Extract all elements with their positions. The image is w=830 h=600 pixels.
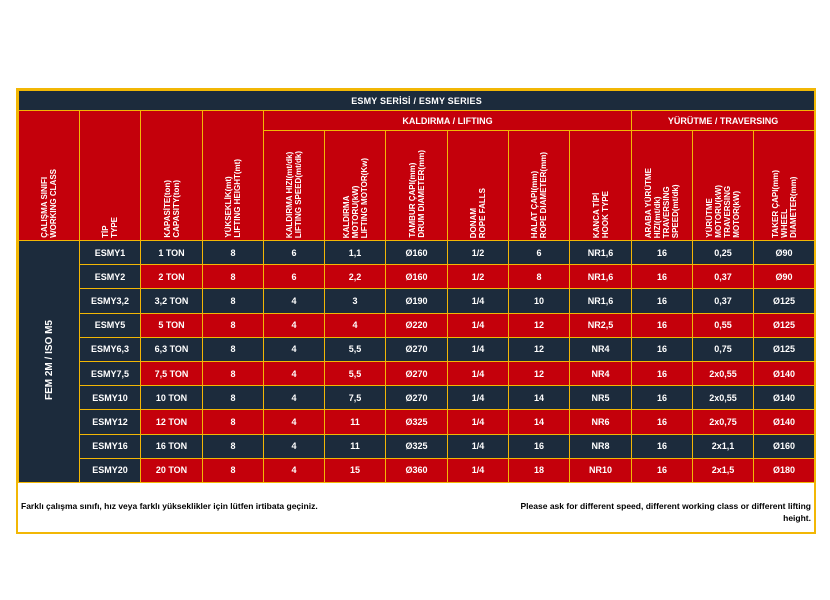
cell-speed: 4 [264, 337, 325, 361]
cell-wheel: Ø125 [754, 313, 815, 337]
cell-speed: 4 [264, 313, 325, 337]
cell-tspeed: 16 [632, 386, 693, 410]
cell-tmotor: 2x0,55 [693, 361, 754, 385]
cell-drum: Ø270 [386, 361, 448, 385]
note-english: Please ask for different speed, different working class or different lifting height. [520, 501, 811, 523]
cell-rope: 12 [509, 313, 570, 337]
cell-tmotor: 2x0,75 [693, 410, 754, 434]
cell-speed: 4 [264, 386, 325, 410]
cell-wheel: Ø180 [754, 458, 815, 482]
cell-tmotor: 2x1,1 [693, 434, 754, 458]
table-row [19, 458, 815, 482]
header-rope-diameter: HALAT ÇAPI(mm) ROPE DIAMETER(mm) [509, 131, 570, 241]
cell-motor: 4 [325, 313, 386, 337]
group-lifting: KALDIRMA / LIFTING [264, 111, 632, 131]
cell-drum: Ø160 [386, 241, 448, 265]
cell-hook: NR10 [570, 458, 632, 482]
cell-falls: 1/4 [448, 458, 509, 482]
cell-wheel: Ø140 [754, 386, 815, 410]
cell-capacity: 20 TON [141, 458, 203, 482]
cell-rope: 12 [509, 337, 570, 361]
cell-tmotor: 0,55 [693, 313, 754, 337]
cell-speed: 4 [264, 410, 325, 434]
cell-falls: 1/4 [448, 410, 509, 434]
cell-tspeed: 16 [632, 337, 693, 361]
cell-capacity: 2 TON [141, 265, 203, 289]
cell-motor: 7,5 [325, 386, 386, 410]
cell-motor: 11 [325, 434, 386, 458]
cell-motor: 2,2 [325, 265, 386, 289]
cell-type: ESMY5 [80, 313, 141, 337]
cell-tspeed: 16 [632, 265, 693, 289]
cell-falls: 1/4 [448, 361, 509, 385]
cell-motor: 3 [325, 289, 386, 313]
header-working-class: ÇALIŞMA SINIFI WORKING CLASS [19, 111, 80, 241]
cell-type: ESMY20 [80, 458, 141, 482]
group-traversing: YÜRÜTME / TRAVERSING [632, 111, 815, 131]
cell-rope: 16 [509, 434, 570, 458]
cell-falls: 1/2 [448, 265, 509, 289]
note-turkish: Farklı çalışma sınıfı, hız veya farklı yükseklikler için lütfen irtibata geçiniz. [21, 501, 318, 511]
cell-tmotor: 0,37 [693, 265, 754, 289]
cell-type: ESMY2 [80, 265, 141, 289]
cell-height: 8 [203, 289, 264, 313]
cell-speed: 4 [264, 434, 325, 458]
spec-table-frame [16, 88, 816, 534]
cell-speed: 4 [264, 458, 325, 482]
cell-type: ESMY7,5 [80, 361, 141, 385]
table-row [19, 361, 815, 385]
cell-hook: NR4 [570, 337, 632, 361]
cell-drum: Ø325 [386, 410, 448, 434]
cell-rope: 18 [509, 458, 570, 482]
cell-height: 8 [203, 361, 264, 385]
cell-height: 8 [203, 458, 264, 482]
cell-tspeed: 16 [632, 313, 693, 337]
cell-rope: 12 [509, 361, 570, 385]
header-hook-type: KANCA TİPİ HOOK TYPE [570, 131, 632, 241]
cell-rope: 14 [509, 410, 570, 434]
cell-drum: Ø360 [386, 458, 448, 482]
table-title: ESMY SERİSİ / ESMY SERIES [19, 91, 815, 111]
table-row [19, 289, 815, 313]
cell-type: ESMY12 [80, 410, 141, 434]
cell-hook: NR5 [570, 386, 632, 410]
cell-capacity: 12 TON [141, 410, 203, 434]
cell-falls: 1/4 [448, 434, 509, 458]
header-rope-falls: DONAM ROPE FALLS [448, 131, 509, 241]
cell-rope: 6 [509, 241, 570, 265]
table-row [19, 313, 815, 337]
cell-hook: NR1,6 [570, 265, 632, 289]
cell-falls: 1/2 [448, 241, 509, 265]
cell-hook: NR6 [570, 410, 632, 434]
cell-type: ESMY6,3 [80, 337, 141, 361]
header-capacity: KAPASİTE(ton) CAPASITY(ton) [141, 111, 203, 241]
cell-height: 8 [203, 337, 264, 361]
cell-motor: 11 [325, 410, 386, 434]
cell-rope: 14 [509, 386, 570, 410]
cell-height: 8 [203, 410, 264, 434]
cell-capacity: 7,5 TON [141, 361, 203, 385]
cell-capacity: 10 TON [141, 386, 203, 410]
cell-speed: 6 [264, 241, 325, 265]
cell-height: 8 [203, 241, 264, 265]
table-row [19, 337, 815, 361]
cell-type: ESMY16 [80, 434, 141, 458]
header-lifting-height: YÜKSEKLİK(mt) LIFTING HEIGHT(mt) [203, 111, 264, 241]
cell-capacity: 1 TON [141, 241, 203, 265]
cell-wheel: Ø140 [754, 361, 815, 385]
cell-height: 8 [203, 386, 264, 410]
cell-tspeed: 16 [632, 458, 693, 482]
cell-drum: Ø325 [386, 434, 448, 458]
cell-type: ESMY10 [80, 386, 141, 410]
cell-motor: 15 [325, 458, 386, 482]
table-body [19, 241, 815, 483]
cell-wheel: Ø90 [754, 265, 815, 289]
table-row [19, 241, 815, 265]
cell-hook: NR1,6 [570, 241, 632, 265]
cell-tmotor: 0,25 [693, 241, 754, 265]
cell-tmotor: 2x1,5 [693, 458, 754, 482]
header-drum-diameter: TAMBUR ÇAPI(mm) DRUM DIAMETER(mm) [386, 131, 448, 241]
cell-capacity: 16 TON [141, 434, 203, 458]
cell-wheel: Ø125 [754, 289, 815, 313]
cell-tmotor: 0,75 [693, 337, 754, 361]
table-row [19, 434, 815, 458]
cell-height: 8 [203, 265, 264, 289]
cell-speed: 6 [264, 265, 325, 289]
notes-area [18, 494, 814, 532]
working-class-cell: FEM 2M / ISO M5 [19, 241, 80, 483]
cell-hook: NR2,5 [570, 313, 632, 337]
header-traversing-speed: ARABA YÜRÜTME HIZI(mt/dk) TRAVERSING SPEED(mt/dk) [632, 131, 693, 241]
cell-capacity: 5 TON [141, 313, 203, 337]
cell-wheel: Ø160 [754, 434, 815, 458]
cell-falls: 1/4 [448, 337, 509, 361]
cell-capacity: 3,2 TON [141, 289, 203, 313]
cell-tspeed: 16 [632, 289, 693, 313]
cell-rope: 8 [509, 265, 570, 289]
cell-drum: Ø270 [386, 386, 448, 410]
cell-height: 8 [203, 313, 264, 337]
header-lifting-speed: KALDIRMA HIZI(mt/dk) LIFTING SPEED(mt/dk) [264, 131, 325, 241]
cell-tspeed: 16 [632, 434, 693, 458]
header-lifting-motor: KALDIRMA MOTORU(kW) LIFTING MOTOR(Kw) [325, 131, 386, 241]
cell-tmotor: 2x0,55 [693, 386, 754, 410]
esmy-spec-table [18, 90, 815, 483]
cell-motor: 5,5 [325, 361, 386, 385]
cell-hook: NR4 [570, 361, 632, 385]
table-row [19, 265, 815, 289]
cell-drum: Ø270 [386, 337, 448, 361]
header-traversing-motor: YÜRÜTME MOTORU(kW) TRAVERSING MOTOR(kW) [693, 131, 754, 241]
cell-speed: 4 [264, 289, 325, 313]
cell-falls: 1/4 [448, 386, 509, 410]
cell-tspeed: 16 [632, 241, 693, 265]
cell-motor: 1,1 [325, 241, 386, 265]
cell-wheel: Ø90 [754, 241, 815, 265]
cell-height: 8 [203, 434, 264, 458]
cell-wheel: Ø140 [754, 410, 815, 434]
cell-hook: NR1,6 [570, 289, 632, 313]
cell-falls: 1/4 [448, 313, 509, 337]
cell-type: ESMY3,2 [80, 289, 141, 313]
cell-rope: 10 [509, 289, 570, 313]
cell-tspeed: 16 [632, 410, 693, 434]
cell-falls: 1/4 [448, 289, 509, 313]
header-type: TİP TYPE [80, 111, 141, 241]
table-row [19, 386, 815, 410]
cell-capacity: 6,3 TON [141, 337, 203, 361]
cell-tspeed: 16 [632, 361, 693, 385]
cell-type: ESMY1 [80, 241, 141, 265]
cell-drum: Ø160 [386, 265, 448, 289]
header-wheel-diameter: TAKER ÇAPI(mm) WHEEL DIAMETER(mm) [754, 131, 815, 241]
cell-drum: Ø190 [386, 289, 448, 313]
cell-motor: 5,5 [325, 337, 386, 361]
cell-hook: NR8 [570, 434, 632, 458]
cell-wheel: Ø125 [754, 337, 815, 361]
cell-speed: 4 [264, 361, 325, 385]
table-row [19, 410, 815, 434]
cell-drum: Ø220 [386, 313, 448, 337]
cell-tmotor: 0,37 [693, 289, 754, 313]
